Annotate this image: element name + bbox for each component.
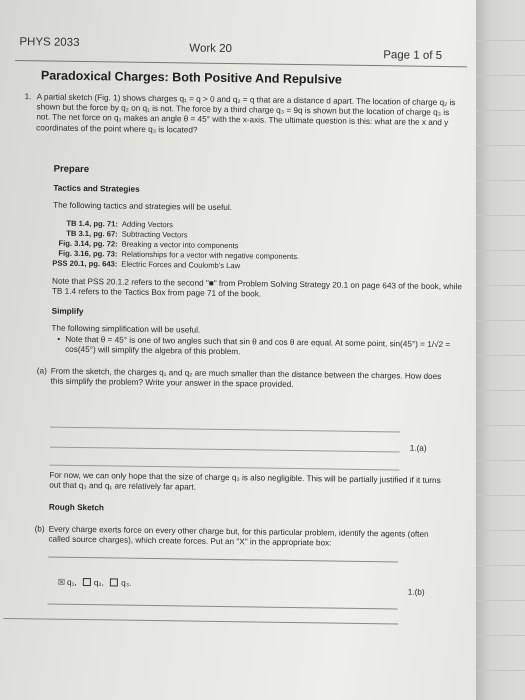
- checkbox-q2[interactable]: [83, 578, 91, 586]
- work-number: Work 20: [189, 42, 233, 56]
- simplify-bullet: Note that θ = 45° is one of two angles such that sin θ and cos θ are equal. At some point, sin(45°) = 1/√2 = cos(45°) will simplify the algebra of this problem.: [65, 334, 451, 357]
- part-a-answer-tag: 1.(a): [409, 443, 427, 453]
- tactics-item: Fig. 3.16, pg. 73: Relationships for a vector with negative components.: [58, 248, 300, 262]
- option-q1-label: q₁,: [66, 577, 77, 587]
- tactics-item: TB 1.4, pg. 71: Adding Vectors: [66, 218, 174, 230]
- tactics-intro: The following tactics and strategies will be useful.: [53, 200, 233, 213]
- answer-line: [50, 447, 400, 453]
- option-q2-label: q₂,: [93, 578, 104, 588]
- tactics-item: TB 3.1, pg. 67: Subtracting Vectors: [66, 228, 188, 240]
- checkbox-q3[interactable]: [110, 578, 118, 586]
- bottom-divider: [3, 618, 398, 625]
- problem-number: 1.: [24, 92, 32, 102]
- checkbox-q1-checked[interactable]: ☒: [57, 577, 66, 587]
- tactics-heading: Tactics and Strategies: [53, 183, 140, 194]
- tactics-item: PSS 20.1, pg. 643: Electric Forces and Coulomb's Law: [52, 258, 241, 271]
- worksheet-page: [2, 0, 470, 700]
- bullet-dot: •: [57, 334, 61, 344]
- background-paper-stack: [476, 0, 525, 700]
- prepare-heading: Prepare: [53, 163, 90, 176]
- tactics-list: [52, 219, 299, 272]
- tactics-item: Fig. 3.14, pg. 72: Breaking a vector into components: [58, 238, 239, 251]
- answer-line: [50, 427, 400, 433]
- rough-sketch-heading: Rough Sketch: [48, 502, 105, 513]
- part-b-answer-box: [48, 557, 399, 610]
- part-a-label: (a): [36, 366, 47, 376]
- part-b-label: (b): [34, 524, 45, 534]
- simplify-heading: Simplify: [51, 306, 84, 317]
- source-charge-options: [58, 578, 132, 589]
- page-indicator: Page 1 of 5: [383, 49, 443, 63]
- problem-statement: A partial sketch (Fig. 1) shows charges q₁ = q > 0 and q₂ = q that are a distance d apart. The location of charge q₂ is shown but the force by q₂ on q₁ is not. The force by a third charge q₃ = 9q is shown but the location of charge q₃ is not. The net force on q₁ makes an angle θ = 45° with the x-axis. The ultimate question is this: what are the x and y coordinates of the point where q₃ is located?: [36, 92, 456, 135]
- answer-line: [50, 465, 400, 471]
- part-b-answer-tag: 1.(b): [407, 587, 425, 597]
- part-b-question: Every charge exerts force on every other charge but, for this particular problem, identify the agents (often called source charges), which create forces. Put an "X" in the appropriate box:: [48, 524, 429, 548]
- course-code: PHYS 2033: [19, 36, 80, 49]
- part-a-answer-area[interactable]: [49, 407, 400, 472]
- option-q3-label: q₃.: [121, 578, 132, 588]
- worksheet-title: Paradoxical Charges: Both Positive And Repulsive: [40, 68, 343, 87]
- pss-note: Note that PSS 20.1.2 refers to the second "■" from Problem Solving Strategy 20.1 on page 643 of the book, while TB 1.4 refers to the Tactics Box from page 71 of the book.: [51, 276, 463, 299]
- simplify-intro: The following simplification will be useful.: [51, 323, 201, 335]
- part-a-question: From the sketch, the charges q₁ and q₂ are much smaller than the distance between the charges. How does this simplify the problem? Write your answer in the space provided.: [50, 366, 442, 390]
- for-now-note: For now, we can only hope that the size of charge q₃ is also negligible. This will be partially justified if it turns out that q₃ and q₁ are relatively far apart.: [49, 470, 441, 492]
